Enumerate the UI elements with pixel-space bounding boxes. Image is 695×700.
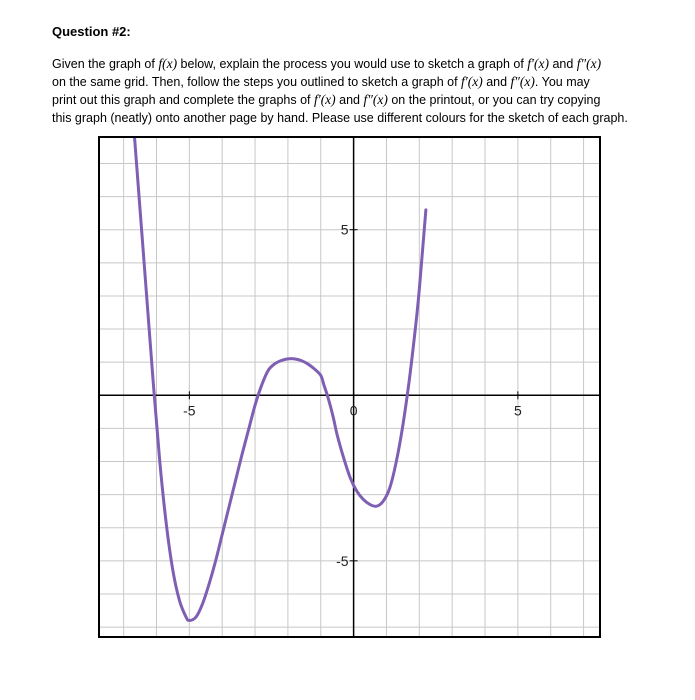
math-expression: f″(x) <box>576 56 602 71</box>
axes <box>99 137 600 637</box>
prompt-text: this graph (neatly) onto another page by hand. Please use different colours for the sketch of each graph. <box>52 111 628 125</box>
math-expression: f′(x) <box>527 56 549 71</box>
graph-canvas <box>98 136 601 638</box>
graph-frame <box>99 137 600 637</box>
math-expression: f″(x) <box>363 92 388 107</box>
x-tick-label: 5 <box>513 402 522 419</box>
prompt-text: on the printout, or you can try copying <box>387 93 601 107</box>
prompt-line <box>52 73 652 91</box>
f-of-x-curve <box>134 136 426 620</box>
y-tick-label: -5 <box>336 552 349 569</box>
x-tick-label: 0 <box>349 402 358 419</box>
prompt-text: . You may <box>534 75 590 89</box>
x-tick-label: -5 <box>183 402 196 419</box>
gridlines <box>99 137 600 637</box>
prompt-text: Given the graph of <box>52 57 159 71</box>
prompt-text: below, explain the process you would use to sketch a graph of <box>177 57 528 71</box>
math-expression: f′(x) <box>461 74 483 89</box>
prompt-line <box>52 91 652 109</box>
math-expression: f(x) <box>158 56 178 71</box>
curve-layer <box>134 136 426 620</box>
prompt-text: on the same grid. Then, follow the steps you outlined to sketch a graph of <box>52 75 462 89</box>
prompt-text: and <box>335 93 364 107</box>
prompt-line <box>52 55 652 73</box>
math-expression: f′(x) <box>313 92 336 107</box>
question-prompt <box>52 55 652 127</box>
prompt-line <box>52 109 652 127</box>
math-expression: f″(x) <box>510 74 535 89</box>
prompt-text: and <box>548 57 577 71</box>
y-tick-label: 5 <box>340 221 349 238</box>
prompt-text: and <box>482 75 511 89</box>
function-graph <box>98 136 601 638</box>
question-title: Question #2: <box>52 24 131 39</box>
prompt-text: print out this graph and complete the graphs of <box>52 93 314 107</box>
